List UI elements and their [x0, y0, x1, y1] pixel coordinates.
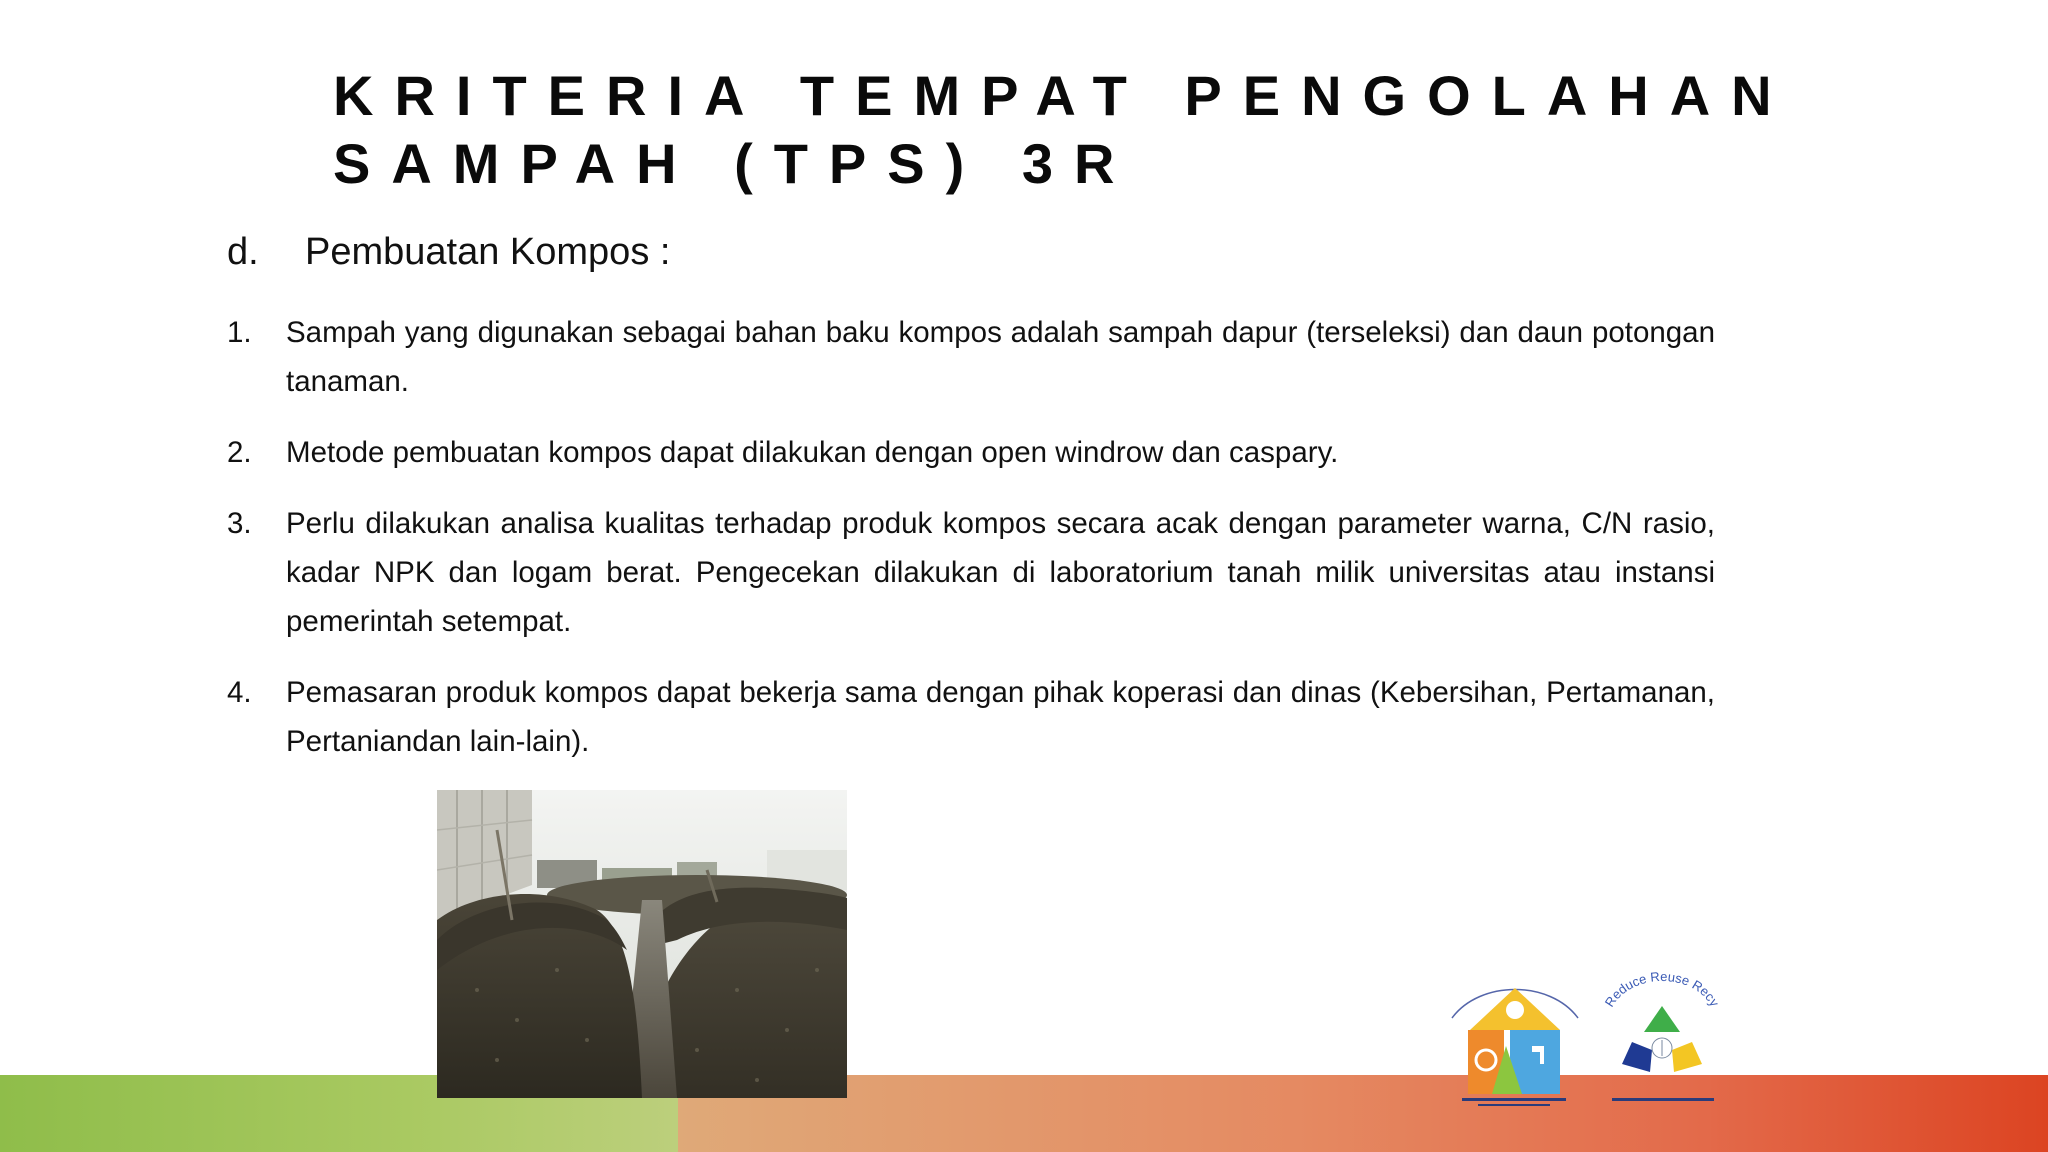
slide-title-line-2: SAMPAH (TPS) 3R	[333, 132, 1136, 195]
list-item	[227, 668, 1715, 766]
list-item-text: Metode pembuatan kompos dapat dilakukan dengan open windrow dan caspary.	[286, 436, 1339, 469]
list-item	[227, 308, 1715, 406]
section-letter: d.	[227, 231, 259, 273]
list-item-number: 4.	[227, 676, 252, 709]
compost-windrow-photo	[437, 790, 847, 1098]
list-item	[227, 428, 1715, 477]
svg-text:Reduce Reuse Recycle	[1440, 960, 1723, 1010]
slide-title-line-1: KRITERIA TEMPAT PENGOLAHAN	[333, 64, 1793, 127]
list-item	[227, 499, 1715, 646]
list-item-number: 2.	[227, 436, 252, 469]
list-item-text: Perlu dilakukan analisa kualitas terhadap produk kompos secara acak dengan parameter warna, C/N rasio, kadar NPK dan logam berat. Pengecekan dilakukan di laboratorium tanah milik universitas atau instansi pemerintah setempat.	[286, 507, 1715, 638]
section-heading	[227, 228, 670, 276]
list-item-number: 3.	[227, 507, 252, 540]
logos-group	[1440, 960, 1760, 1120]
list-item-number: 1.	[227, 316, 252, 349]
house-family-recycle-logo	[1452, 988, 1578, 1106]
slide-title	[333, 62, 1833, 198]
logo-arc-text: Reduce Reuse Recy	[1601, 968, 1723, 1010]
list-item-text: Sampah yang digunakan sebagai bahan baku kompos adalah sampah dapur (terseleksi) dan daun potongan tanaman.	[286, 316, 1715, 398]
section-heading-text: Pembuatan Kompos :	[305, 231, 671, 273]
criteria-list	[227, 308, 1715, 788]
list-item-text: Pemasaran produk kompos dapat bekerja sama dengan pihak koperasi dan dinas (Kebersihan, Pertamanan, Pertaniandan lain-lain).	[286, 676, 1715, 758]
footer-bar-orange	[678, 1075, 2048, 1152]
